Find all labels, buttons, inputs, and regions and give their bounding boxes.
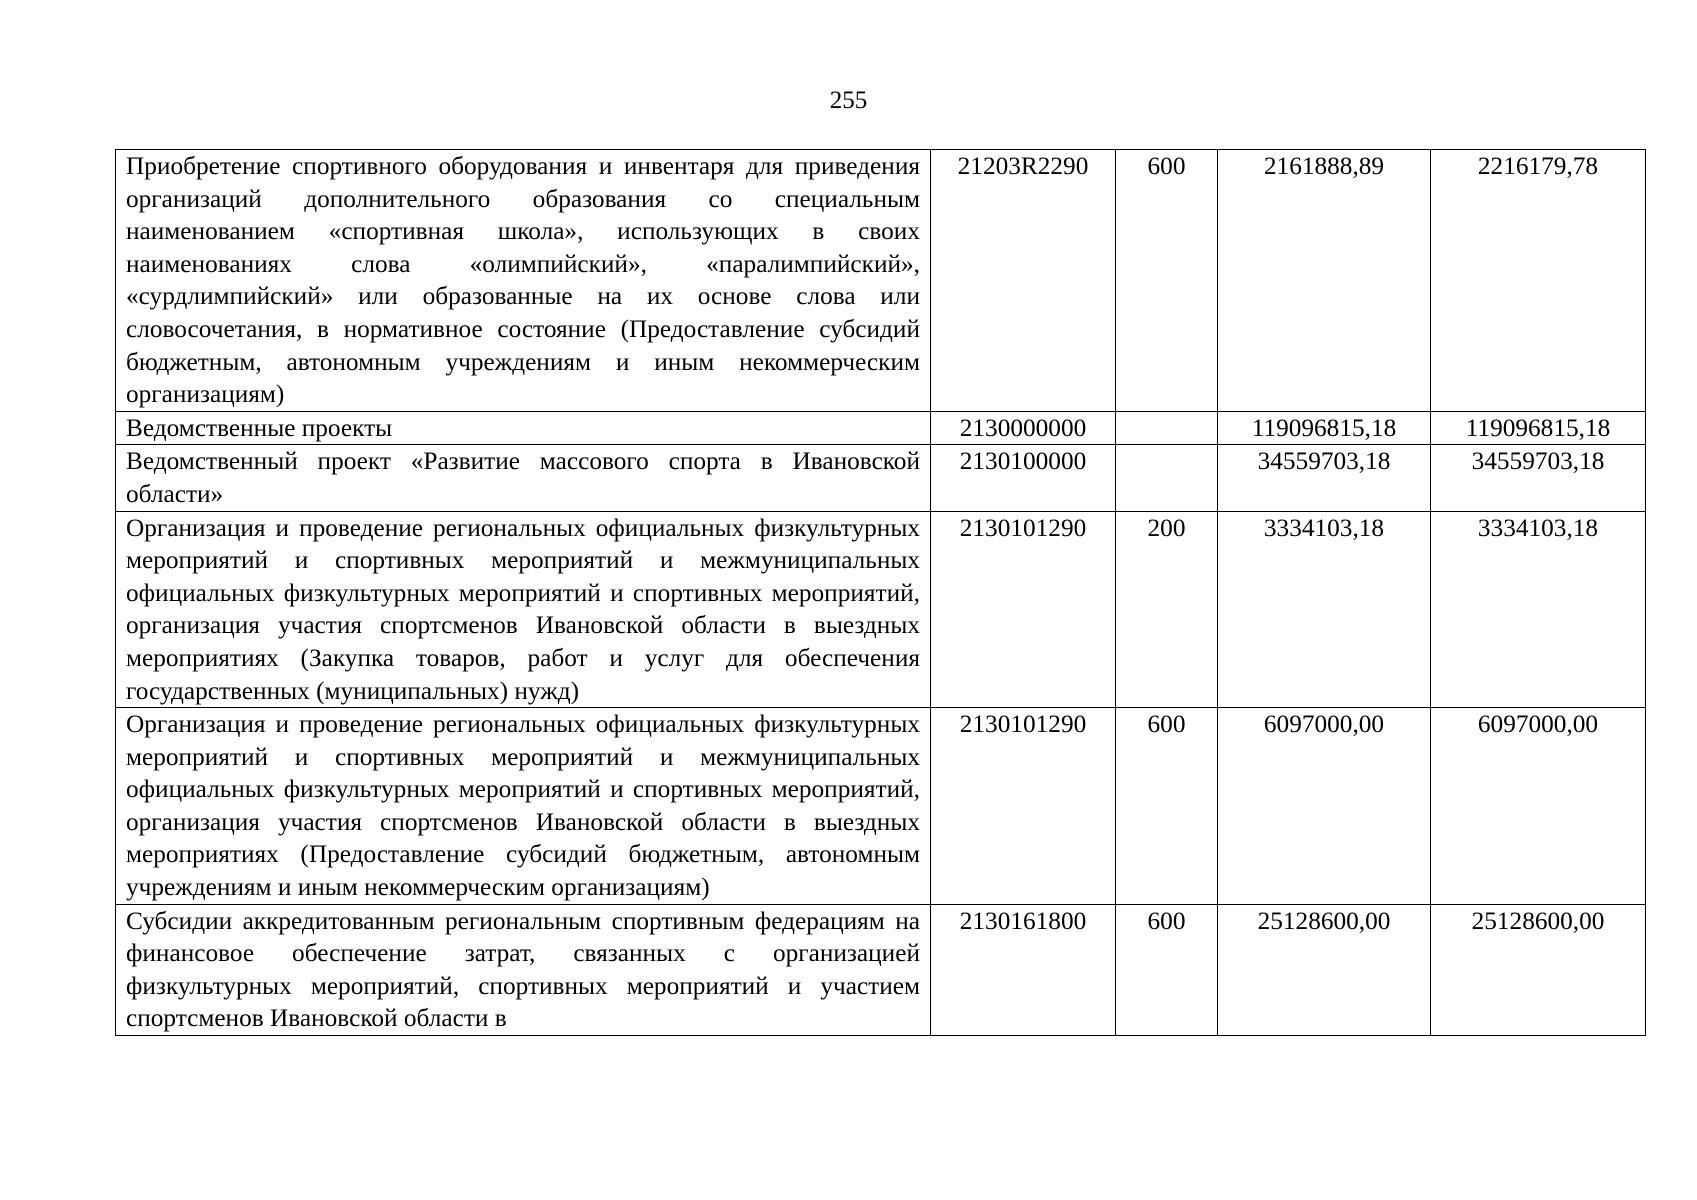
target-code-cell: 2130000000 <box>931 411 1116 445</box>
target-code-cell: 2130161800 <box>931 904 1116 1035</box>
expense-name-cell: Организация и проведение региональных официальных физкультурных мероприятий и спортивных мероприятий и межмуниципальных официальных физкультурных мероприятий и спортивных мероприятий, организация участия спортсменов Ивановской области в выездных мероприятиях (Закупка товаров, работ и услуг для обеспечения государственных (муниципальных) нужд) <box>116 511 931 708</box>
expense-type-cell <box>1116 445 1218 511</box>
amount-year-2-cell: 25128600,00 <box>1431 904 1646 1035</box>
table-row <box>116 150 1646 412</box>
budget-table-body <box>116 150 1646 1036</box>
table-row <box>116 411 1646 445</box>
expense-name-cell: Приобретение спортивного оборудования и инвентаря для приведения организаций дополнительного образования со специальным наименованием «спортивная школа», использующих в своих наименованиях слова «олимпийский», «паралимпийский», «сурдлимпийский» или образованные на их основе слова или словосочетания, в нормативное состояние (Предоставление субсидий бюджетным, автономным учреждениям и иным некоммерческим организациям) <box>116 150 931 412</box>
expense-name-cell: Субсидии аккредитованным региональным спортивным федерациям на финансовое обеспечение затрат, связанных с организацией физкультурных мероприятий, спортивных мероприятий и участием спортсменов Ивановской области в <box>116 904 931 1035</box>
table-row <box>116 904 1646 1035</box>
expense-type-cell: 600 <box>1116 150 1218 412</box>
expense-type-cell <box>1116 411 1218 445</box>
amount-year-1-cell: 25128600,00 <box>1218 904 1431 1035</box>
amount-year-2-cell: 6097000,00 <box>1431 708 1646 905</box>
amount-year-1-cell: 2161888,89 <box>1218 150 1431 412</box>
expense-type-cell: 200 <box>1116 511 1218 708</box>
expense-name-cell: Организация и проведение региональных официальных физкультурных мероприятий и спортивных мероприятий и межмуниципальных официальных физкультурных мероприятий и спортивных мероприятий, организация участия спортсменов Ивановской области в выездных мероприятиях (Предоставление субсидий бюджетным, автономным учреждениям и иным некоммерческим организациям) <box>116 708 931 905</box>
table-row <box>116 511 1646 708</box>
page-number: 255 <box>829 87 868 114</box>
amount-year-2-cell: 2216179,78 <box>1431 150 1646 412</box>
amount-year-1-cell: 34559703,18 <box>1218 445 1431 511</box>
expense-type-cell: 600 <box>1116 708 1218 905</box>
amount-year-1-cell: 3334103,18 <box>1218 511 1431 708</box>
amount-year-2-cell: 119096815,18 <box>1431 411 1646 445</box>
expense-name-cell: Ведомственные проекты <box>116 411 931 445</box>
target-code-cell: 2130101290 <box>931 511 1116 708</box>
amount-year-1-cell: 6097000,00 <box>1218 708 1431 905</box>
amount-year-2-cell: 3334103,18 <box>1431 511 1646 708</box>
expense-type-cell: 600 <box>1116 904 1218 1035</box>
target-code-cell: 21203R2290 <box>931 150 1116 412</box>
table-row <box>116 708 1646 905</box>
target-code-cell: 2130100000 <box>931 445 1116 511</box>
amount-year-2-cell: 34559703,18 <box>1431 445 1646 511</box>
budget-table <box>115 149 1646 1036</box>
target-code-cell: 2130101290 <box>931 708 1116 905</box>
amount-year-1-cell: 119096815,18 <box>1218 411 1431 445</box>
expense-name-cell: Ведомственный проект «Развитие массового спорта в Ивановской области» <box>116 445 931 511</box>
table-row <box>116 445 1646 511</box>
